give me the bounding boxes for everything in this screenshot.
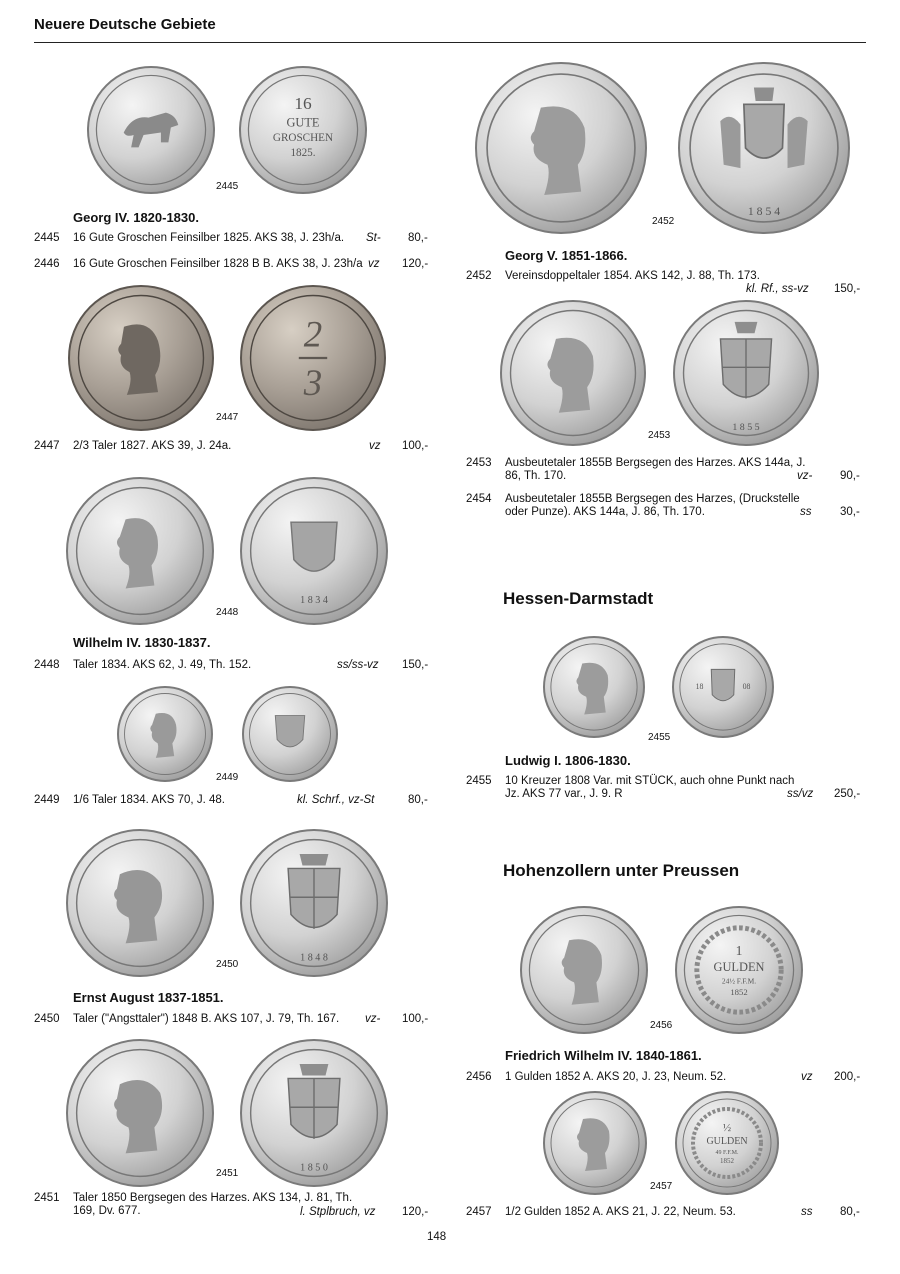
coin-2451-date: 1 8 5 0 <box>300 1162 328 1174</box>
coin-2453-reverse <box>673 300 819 446</box>
coin-2457-year: 1852 <box>720 1157 734 1165</box>
coin-2447-numerator: 2 <box>303 313 323 355</box>
lot-2457-grade: ss <box>801 1206 813 1218</box>
lot-2452-number: 2452 <box>466 270 492 282</box>
coin-2452-date: 1 8 5 4 <box>747 205 781 219</box>
coin-2456-standard: 24½ F.F.M. <box>721 976 757 986</box>
coin-2451-label: 2451 <box>216 1168 239 1179</box>
lot-2447-grade: vz <box>369 440 381 452</box>
lot-2451-grade: l. Stplbruch, vz <box>300 1206 376 1218</box>
coin-2445-year: 1825. <box>290 147 316 160</box>
coin-2452-label: 2452 <box>652 216 675 227</box>
ruler-ludwig-i: Ludwig I. 1806-1830. <box>505 753 631 768</box>
lot-2451-description-line1: Taler 1850 Bergsegen des Harzes. AKS 134, J. 81, Th. <box>73 1192 353 1204</box>
lot-2450-description: Taler ("Angsttaler") 1848 B. AKS 107, J. 79, Th. 167. <box>73 1013 340 1025</box>
coin-2456-reverse <box>675 906 803 1034</box>
lot-2445-price: 80,- <box>408 232 428 244</box>
lot-2453-number: 2453 <box>466 457 492 469</box>
coin-2448-reverse <box>240 477 388 625</box>
ruler-ernst-august: Ernst August 1837-1851. <box>73 990 224 1005</box>
lot-2446-description: 16 Gute Groschen Feinsilber 1828 B B. AKS 38, J. 23h/a <box>73 258 363 270</box>
coin-2445-word2: GROSCHEN <box>272 132 334 145</box>
coin-2447-label: 2447 <box>216 412 239 423</box>
lot-2450-price: 100,- <box>402 1013 429 1025</box>
ruler-friedrich-wilhelm-iv: Friedrich Wilhelm IV. 1840-1861. <box>505 1048 702 1063</box>
lot-2446-price: 120,- <box>402 258 429 270</box>
coin-2448-obverse <box>66 477 214 625</box>
lot-2445-description: 16 Gute Groschen Feinsilber 1825. AKS 38, J. 23h/a. <box>73 232 345 244</box>
lot-2453-description-line2: 86, Th. 170. <box>505 470 567 482</box>
coin-2453-label: 2453 <box>648 430 671 441</box>
lot-2450-number: 2450 <box>34 1013 60 1025</box>
coin-2448-label: 2448 <box>216 607 239 618</box>
lot-2456-price: 200,- <box>834 1071 861 1083</box>
coin-2447-reverse <box>240 285 386 431</box>
ruler-georg-v: Georg V. 1851-1866. <box>505 248 628 263</box>
coin-2447-obverse <box>68 285 214 431</box>
coin-2455-obverse <box>543 636 645 738</box>
lot-2448-price: 150,- <box>402 659 429 671</box>
lot-2455-description-line1: 10 Kreuzer 1808 Var. mit STÜCK, auch ohne Punkt nach <box>505 775 795 787</box>
coin-2455-reverse <box>672 636 774 738</box>
coin-2449-label: 2449 <box>216 772 239 783</box>
section-hohenzollern: Hohenzollern unter Preussen <box>503 861 740 880</box>
coin-2450-label: 2450 <box>216 959 239 970</box>
coin-2455-label: 2455 <box>648 732 671 743</box>
coin-2452-reverse <box>678 62 850 234</box>
coin-2453-date: 1 8 5 5 <box>732 421 760 433</box>
lot-2456-number: 2456 <box>466 1071 492 1083</box>
lot-2446-number: 2446 <box>34 258 60 270</box>
coin-2456-year: 1852 <box>730 986 748 997</box>
lot-2454-price: 30,- <box>840 506 860 518</box>
coin-2450-date: 1 8 4 8 <box>300 952 328 964</box>
lot-2452-price: 150,- <box>834 283 861 295</box>
lot-2455-number: 2455 <box>466 775 492 787</box>
coin-2445-word1: GUTE <box>286 115 320 130</box>
coin-2457-label: 2457 <box>650 1181 673 1192</box>
coin-2445-value: 16 <box>294 93 312 113</box>
lot-2447-number: 2447 <box>34 440 60 452</box>
coin-2457-value: ½ <box>722 1122 732 1134</box>
lot-2456-description: 1 Gulden 1852 A. AKS 20, J. 23, Neum. 52. <box>505 1071 727 1083</box>
lot-2452-description: Vereinsdoppeltaler 1854. AKS 142, J. 88, Th. 173. <box>505 270 760 282</box>
coin-2448-date: 1 8 3 4 <box>300 594 328 606</box>
lot-2451-number: 2451 <box>34 1192 60 1204</box>
header-divider <box>34 42 866 43</box>
coin-2456-value: 1 <box>735 943 743 959</box>
coin-2455-date-left: 18 <box>695 681 704 691</box>
lot-2447-description: 2/3 Taler 1827. AKS 39, J. 24a. <box>73 440 232 452</box>
coin-2457-standard: 49 F.F.M. <box>715 1150 739 1156</box>
coin-2457-word: GULDEN <box>706 1136 748 1147</box>
coin-2457-reverse <box>675 1091 779 1195</box>
ruler-georg-iv: Georg IV. 1820-1830. <box>73 210 199 225</box>
lot-2455-description-line2: Jz. AKS 77 var., J. 9. R <box>505 788 623 800</box>
coin-2445-obverse <box>87 66 215 194</box>
lot-2457-number: 2457 <box>466 1206 492 1218</box>
coin-2450-obverse <box>66 829 214 977</box>
lot-2445-number: 2445 <box>34 232 60 244</box>
lot-2451-price: 120,- <box>402 1206 429 1218</box>
coin-2449-obverse <box>117 686 213 782</box>
lot-2448-number: 2448 <box>34 659 60 671</box>
lot-2454-grade: ss <box>800 506 812 518</box>
lot-2449-description: 1/6 Taler 1834. AKS 70, J. 48. <box>73 794 225 806</box>
lot-2453-price: 90,- <box>840 470 860 482</box>
coin-2456-word: GULDEN <box>713 960 765 975</box>
lot-2448-grade: ss/ss-vz <box>337 659 379 671</box>
coin-2445-reverse <box>239 66 367 194</box>
lot-2455-grade: ss/vz <box>787 788 814 800</box>
lot-2449-grade: kl. Schrf., vz-St <box>297 794 375 806</box>
coin-2449-reverse <box>242 686 338 782</box>
page-header-title: Neuere Deutsche Gebiete <box>34 16 216 33</box>
coin-2457-obverse <box>543 1091 647 1195</box>
coin-2456-obverse <box>520 906 648 1034</box>
lot-2450-grade: vz- <box>365 1013 381 1025</box>
coin-2447-denominator: 3 <box>303 361 323 403</box>
lot-2452-grade: kl. Rf., ss-vz <box>746 283 809 295</box>
coin-2450-reverse <box>240 829 388 977</box>
section-hessen-darmstadt: Hessen-Darmstadt <box>503 589 654 608</box>
lot-2446-grade: vz <box>368 258 380 270</box>
page-number: 148 <box>427 1231 447 1243</box>
lot-2445-grade: St- <box>366 232 381 244</box>
lot-2457-description: 1/2 Gulden 1852 A. AKS 21, J. 22, Neum. 53. <box>505 1206 736 1218</box>
coin-2445-label: 2445 <box>216 181 239 192</box>
coin-2456-label: 2456 <box>650 1020 673 1031</box>
lot-2449-price: 80,- <box>408 794 428 806</box>
lot-2453-description-line1: Ausbeutetaler 1855B Bergsegen des Harzes. AKS 144a, J. <box>505 457 806 469</box>
lot-2447-price: 100,- <box>402 440 429 452</box>
lot-2454-description-line2: oder Punze). AKS 144a, J. 86, Th. 170. <box>505 506 705 518</box>
lot-2453-grade: vz- <box>797 470 813 482</box>
lot-2451-description-line2: 169, Dv. 677. <box>73 1205 141 1217</box>
coin-2451-reverse <box>240 1039 388 1187</box>
lot-2448-description: Taler 1834. AKS 62, J. 49, Th. 152. <box>73 659 252 671</box>
lot-2455-price: 250,- <box>834 788 861 800</box>
lot-2449-number: 2449 <box>34 794 60 806</box>
lot-2454-number: 2454 <box>466 493 492 505</box>
ruler-wilhelm-iv: Wilhelm IV. 1830-1837. <box>73 635 211 650</box>
coin-2455-date-right: 08 <box>742 681 751 691</box>
coin-2452-obverse <box>475 62 647 234</box>
coin-2453-obverse <box>500 300 646 446</box>
coin-2451-obverse <box>66 1039 214 1187</box>
lot-2454-description-line1: Ausbeutetaler 1855B Bergsegen des Harzes, (Druckstelle <box>505 493 800 505</box>
lot-2457-price: 80,- <box>840 1206 860 1218</box>
lot-2456-grade: vz <box>801 1071 813 1083</box>
